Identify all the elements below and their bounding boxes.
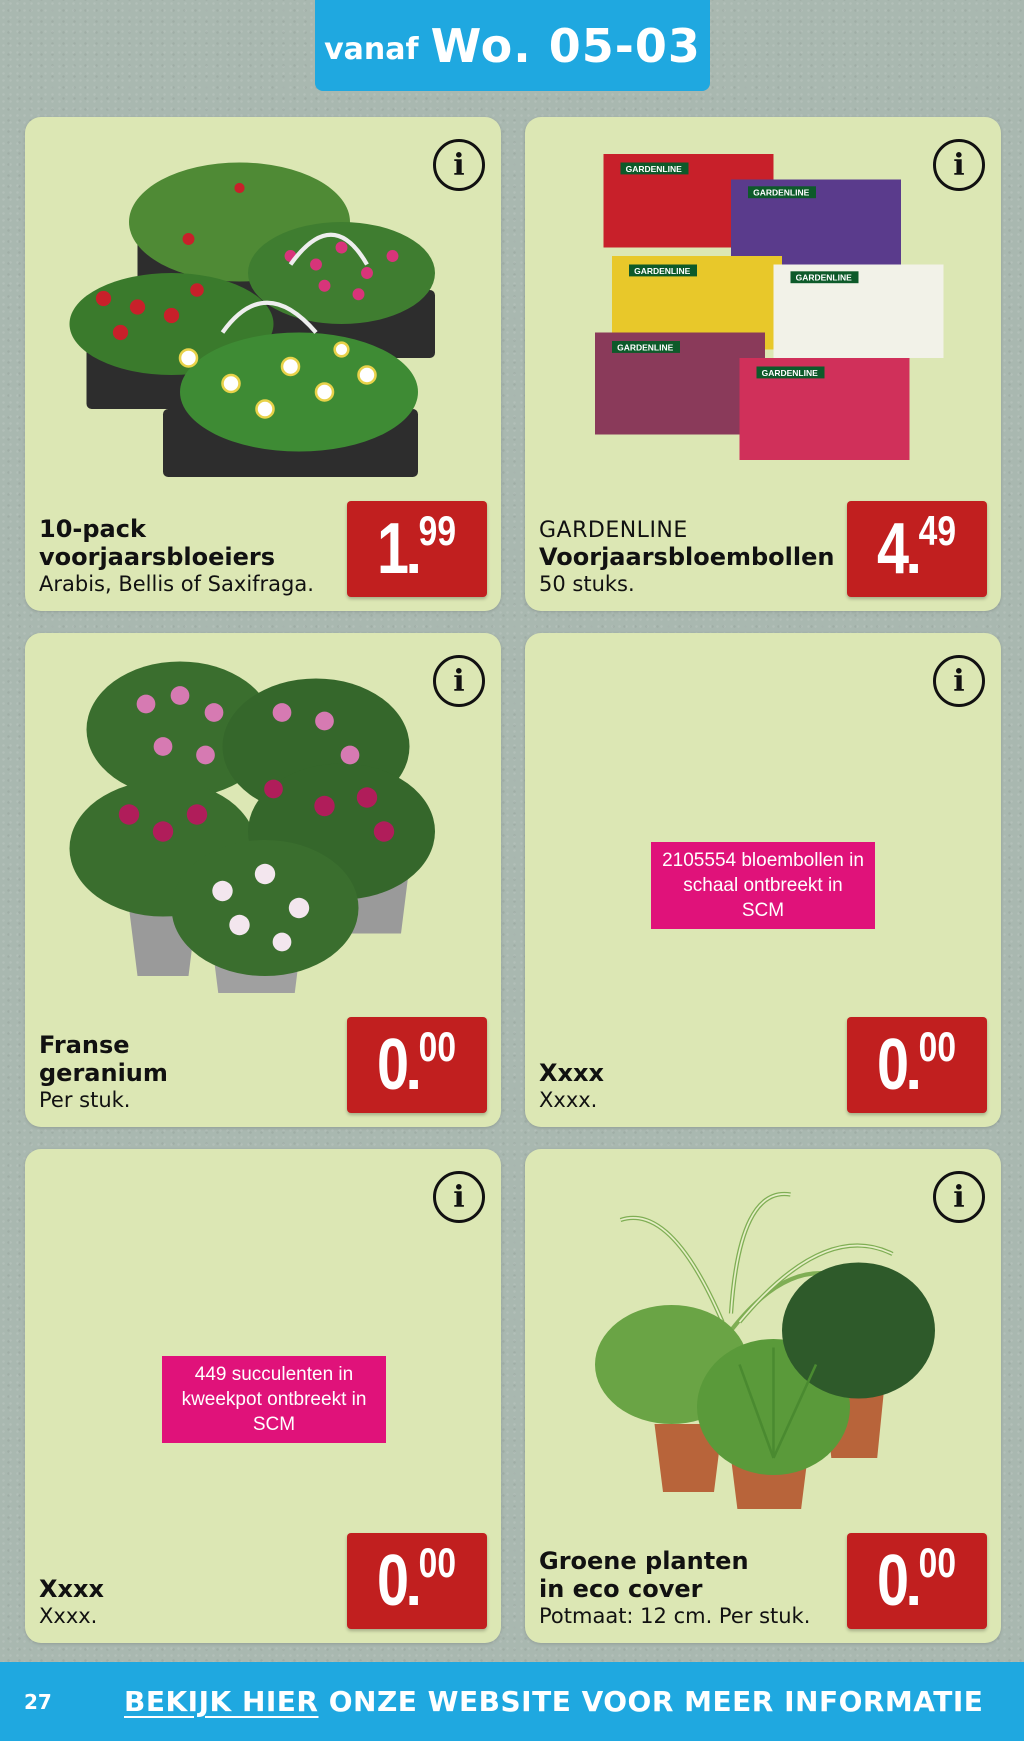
price-tag: [347, 1533, 487, 1629]
product-name-line2: voorjaarsbloeiers: [39, 543, 275, 571]
price-tag: [347, 501, 487, 597]
info-icon[interactable]: i: [933, 655, 985, 707]
product-name-line2: in eco cover: [539, 1575, 703, 1603]
product-name-line1: Franse: [39, 1031, 130, 1059]
price-tag: [847, 501, 987, 597]
product-card-green-plants[interactable]: [525, 1149, 1001, 1643]
price-dot: .: [905, 1035, 922, 1102]
price-cents: 00: [418, 1023, 457, 1070]
french-geranium-image: [35, 653, 495, 993]
product-name-line1: 10-pack: [39, 515, 146, 543]
product-card-spring-flowers[interactable]: [25, 117, 501, 611]
price-tag: [847, 1017, 987, 1113]
product-name-line1: Groene planten: [539, 1547, 749, 1575]
product-card-french-geranium[interactable]: [25, 633, 501, 1127]
info-icon[interactable]: i: [933, 139, 985, 191]
price-tag: [847, 1533, 987, 1629]
product-text: [539, 1059, 839, 1113]
price-cents: 00: [918, 1539, 957, 1586]
product-description: Xxxx.: [39, 1604, 98, 1628]
green-plants-image: [535, 1169, 995, 1509]
brand-name: GARDENLINE: [539, 518, 688, 543]
note-line: 2105554 bloembollen in: [662, 850, 864, 871]
page-number: 27: [24, 1689, 52, 1714]
product-name-line1: Xxxx: [39, 1575, 104, 1603]
spring-flowers-image: [35, 137, 495, 477]
price-cents: 49: [918, 507, 957, 554]
note-line: schaal ontbreekt in SCM: [683, 875, 843, 921]
product-text: [39, 1575, 339, 1629]
missing-product-note: [651, 842, 875, 929]
note-line: SCM: [252, 1414, 296, 1435]
product-card-placeholder-bulbs[interactable]: [525, 633, 1001, 1127]
footer-message: [124, 1685, 983, 1718]
product-description: Potmaat: 12 cm. Per stuk.: [539, 1604, 811, 1628]
box-label-text: GARDENLINE: [753, 187, 810, 198]
product-name-line1: Voorjaarsbloembollen: [539, 543, 835, 571]
price-dot: .: [905, 519, 922, 586]
product-text: [539, 518, 839, 597]
box-label-text: GARDENLINE: [795, 272, 852, 283]
flower-bulb-boxes-image: [535, 137, 995, 477]
info-icon[interactable]: i: [433, 1171, 485, 1223]
product-description: 50 stuks.: [539, 572, 635, 596]
price-dot: .: [405, 1035, 422, 1102]
price-cents: 00: [918, 1023, 957, 1070]
product-card-placeholder-succulents[interactable]: [25, 1149, 501, 1643]
footer-rest-text: ONZE WEBSITE VOOR MEER INFORMATIE: [318, 1685, 984, 1718]
info-icon[interactable]: i: [433, 139, 485, 191]
price-dot: .: [905, 1551, 922, 1618]
product-name-line1: Xxxx: [539, 1059, 604, 1087]
note-line: kweekpot ontbreekt in: [181, 1389, 367, 1410]
date-banner: [315, 0, 710, 91]
note-line: 449 succulenten in: [194, 1364, 354, 1385]
info-icon[interactable]: i: [933, 1171, 985, 1223]
price-main: 0: [877, 1025, 910, 1105]
info-icon[interactable]: i: [433, 655, 485, 707]
price-cents: 00: [418, 1539, 457, 1586]
box-label-text: GARDENLINE: [617, 342, 674, 353]
box-label-text: GARDENLINE: [625, 163, 682, 174]
product-card-flower-bulbs[interactable]: [525, 117, 1001, 611]
footer-bar: [0, 1662, 1024, 1741]
price-main: 0: [377, 1025, 410, 1105]
product-description: Per stuk.: [39, 1088, 131, 1112]
product-text: [539, 1547, 839, 1629]
price-cents: 99: [418, 507, 457, 554]
box-label-text: GARDENLINE: [634, 265, 691, 276]
product-text: [39, 1031, 339, 1113]
price-main: 0: [377, 1541, 410, 1621]
price-main: 4: [877, 509, 910, 589]
box-label-text: GARDENLINE: [761, 367, 818, 378]
product-description: Arabis, Bellis of Saxifraga.: [39, 572, 314, 596]
missing-product-note: [162, 1356, 386, 1443]
price-dot: .: [405, 1551, 422, 1618]
price-dot: .: [405, 519, 422, 586]
price-main: 0: [877, 1541, 910, 1621]
date-value: Wo. 05-03: [430, 18, 701, 73]
price-main: 1: [377, 509, 410, 589]
price-tag: [347, 1017, 487, 1113]
product-text: [39, 515, 339, 597]
product-description: Xxxx.: [539, 1088, 598, 1112]
date-prefix: vanaf: [324, 32, 419, 67]
website-link[interactable]: BEKIJK HIER: [124, 1685, 319, 1718]
product-name-line2: geranium: [39, 1059, 168, 1087]
